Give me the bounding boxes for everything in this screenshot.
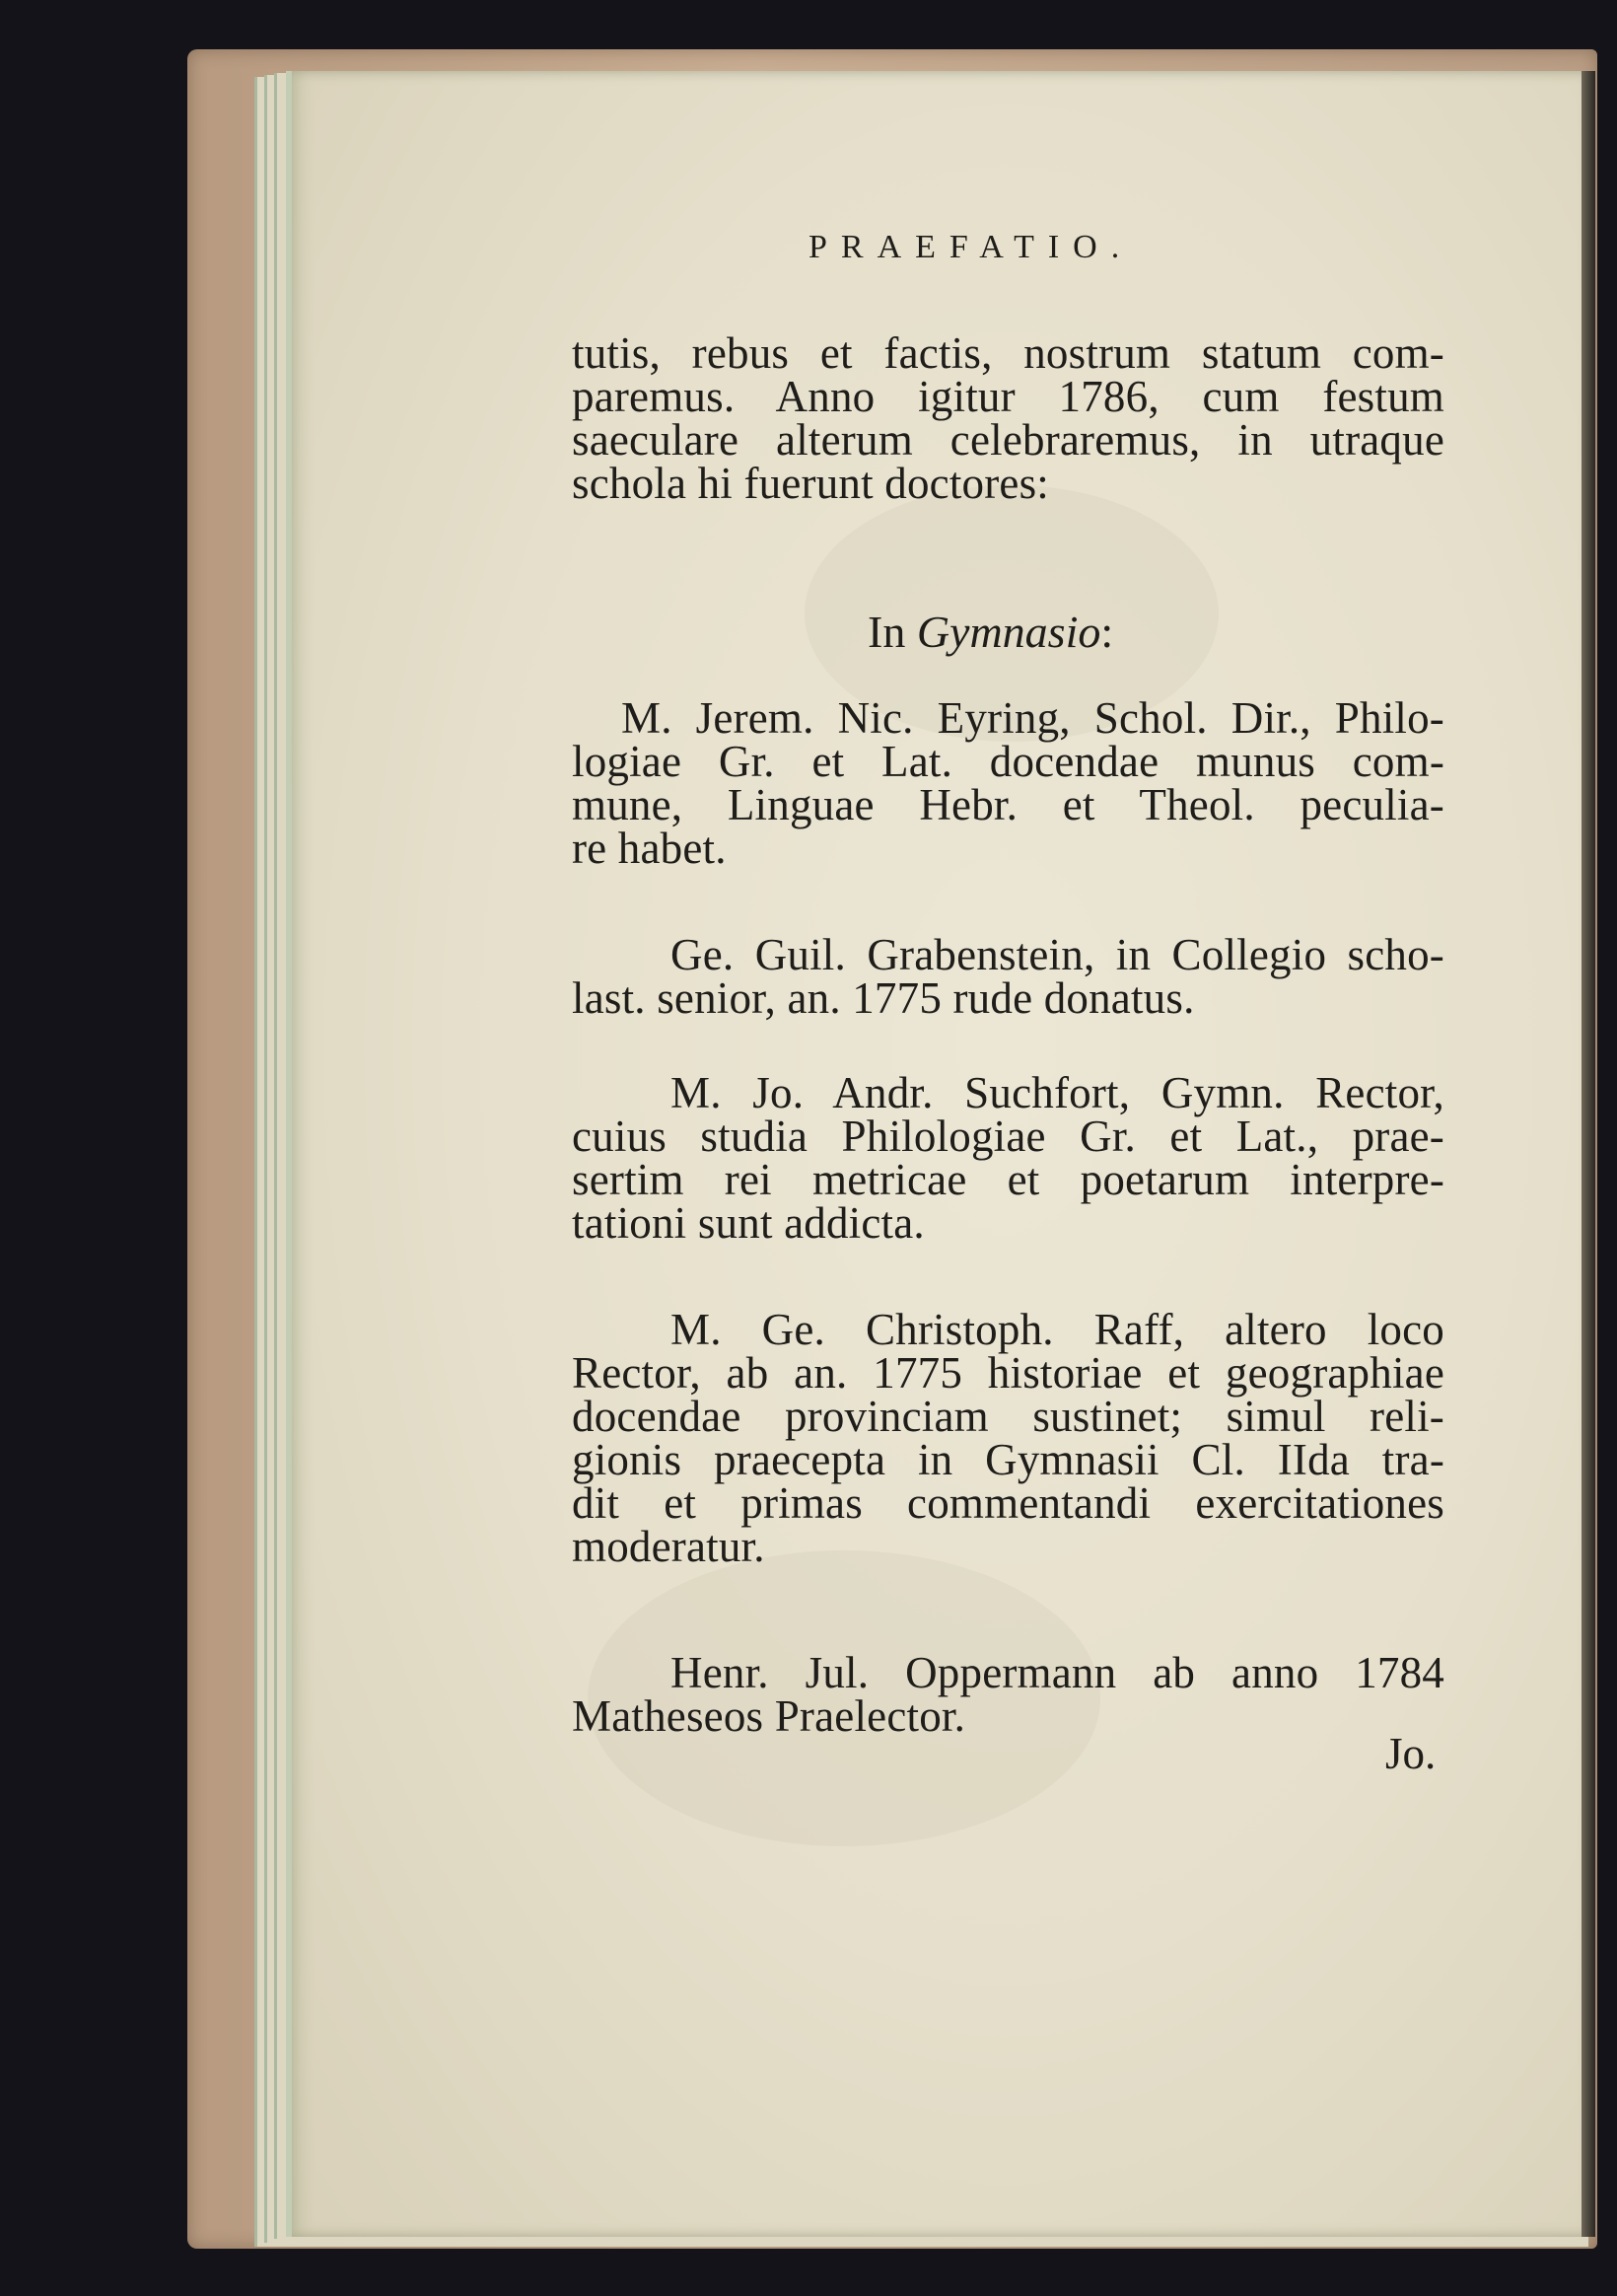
text-line: Henr. Jul. Oppermann ab anno 1784 — [670, 1648, 1444, 1697]
entry-suchfort — [572, 1068, 1444, 1248]
text-line: Matheseos Praelector. — [572, 1691, 966, 1741]
text-line: Rector, ab an. 1775 historiae et geographiae — [572, 1348, 1444, 1398]
text-line: re habet. — [572, 824, 727, 873]
entry-grabenstein — [572, 930, 1444, 1023]
heading-suffix: : — [1100, 607, 1114, 657]
text-line: paremus. Anno igitur 1786, cum festum — [572, 372, 1444, 421]
text-line: cuius studia Philologiae Gr. et Lat., prae- — [572, 1112, 1444, 1161]
text-line: tutis, rebus et factis, nostrum statum com- — [572, 328, 1444, 378]
text-line: M. Jerem. Nic. Eyring, Schol. Dir., Philo- — [621, 693, 1444, 743]
text-line: logiae Gr. et Lat. docendae munus com- — [572, 737, 1444, 786]
text-line: tationi sunt addicta. — [572, 1198, 925, 1248]
text-line: moderatur. — [572, 1522, 765, 1571]
page-fore-edge — [1582, 71, 1595, 2237]
entry-oppermann — [572, 1648, 1444, 1741]
text-line: gionis praecepta in Gymnasii Cl. IIda tra- — [572, 1435, 1444, 1484]
text-line: last. senior, an. 1775 rude donatus. — [572, 973, 1195, 1023]
text-line: dit et primas commentandi exercitationes — [572, 1478, 1444, 1528]
running-title: PRAEFATIO. — [808, 229, 1134, 265]
text-line: schola hi fuerunt doctores: — [572, 459, 1050, 508]
intro-paragraph — [572, 328, 1444, 508]
catchword: Jo. — [1385, 1729, 1437, 1778]
entry-raff — [572, 1305, 1444, 1571]
heading-italic: Gymnasio — [916, 607, 1101, 657]
heading-prefix: In — [868, 607, 906, 657]
text-line: M. Ge. Christoph. Raff, altero loco — [670, 1305, 1444, 1354]
text-line: docendae provinciam sustinet; simul reli- — [572, 1392, 1444, 1441]
text-line: saeculare alterum celebraremus, in utraque — [572, 415, 1444, 465]
text-line: M. Jo. Andr. Suchfort, Gymn. Rector, — [670, 1068, 1444, 1117]
text-line: Ge. Guil. Grabenstein, in Collegio scho- — [670, 930, 1444, 979]
section-heading — [868, 606, 1113, 658]
entry-eyring — [572, 693, 1444, 873]
text-line: mune, Linguae Hebr. et Theol. peculia- — [572, 780, 1444, 829]
text-line: sertim rei metricae et poetarum interpre- — [572, 1155, 1444, 1204]
